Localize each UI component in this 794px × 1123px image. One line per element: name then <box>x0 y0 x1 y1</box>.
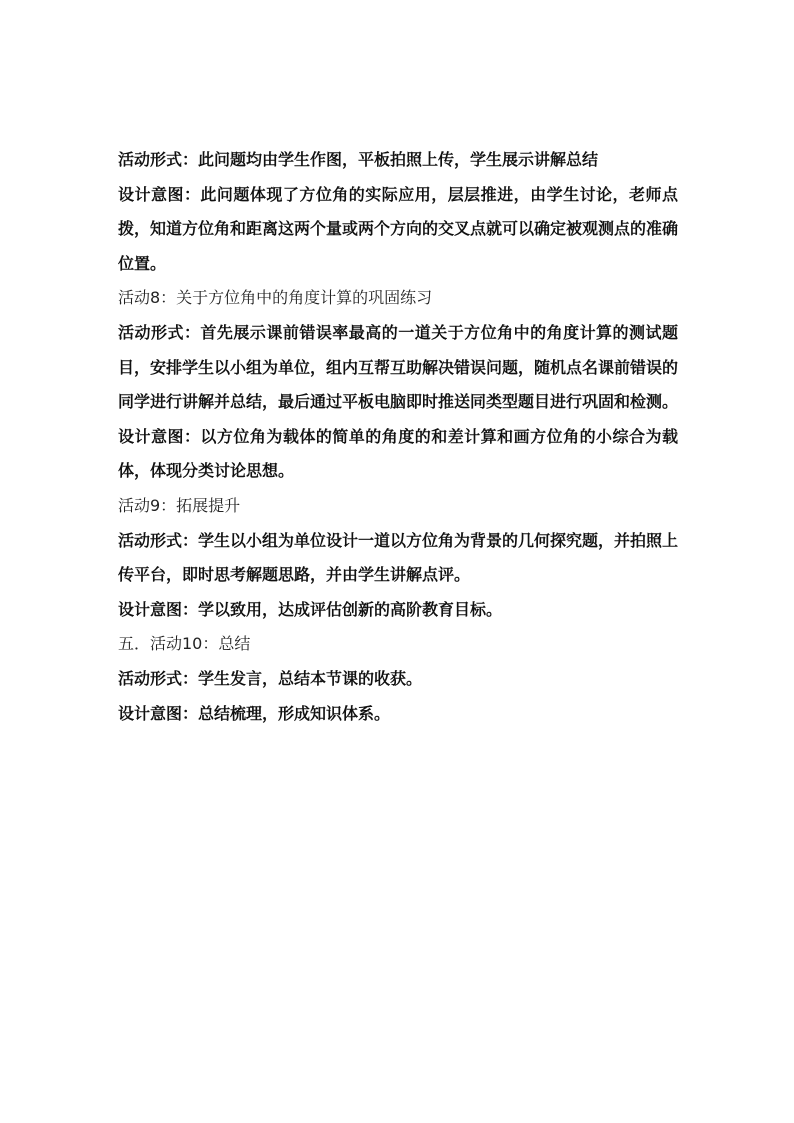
activity-form-paragraph: 活动形式：学生以小组为单位设计一道以方位角为背景的几何探究题，并拍照上传平台，即时思考解题思路，并由学生讲解点评。 <box>118 530 679 585</box>
activity-8-heading: 活动8：关于方位角中的角度计算的巩固练习 <box>118 288 433 308</box>
activity-form-paragraph: 活动形式：首先展示课前错误率最高的一道关于方位角中的角度计算的测试题目，安排学生以小组为单位，组内互帮互助解决错误问题，随机点名课前错误的同学进行讲解并总结，最后通过平板电脑即时推送同类型题目进行巩固和检测。 <box>118 322 679 412</box>
activity-9-heading: 活动9：拓展提升 <box>118 495 241 515</box>
section-5-activity-10-heading: 五．活动10：总结 <box>118 634 251 654</box>
design-intent-paragraph: 设计意图：以方位角为载体的简单的角度的和差计算和画方位角的小综合为载体，体现分类讨论思想。 <box>118 426 678 481</box>
activity-form-paragraph: 活动形式：此问题均由学生作图，平板拍照上传，学生展示讲解总结 <box>118 150 599 169</box>
design-intent-paragraph: 设计意图：此问题体现了方位角的实际应用，层层推进，由学生讨论，老师点拨，知道方位角和距离这两个量或两个方向的交叉点就可以确定被观测点的准确位置。 <box>118 184 679 273</box>
activity-form-paragraph: 活动形式：学生发言，总结本节课的收获。 <box>118 668 423 688</box>
design-intent-paragraph: 设计意图：学以致用，达成评估创新的高阶教育目标。 <box>118 599 503 619</box>
document-body <box>118 143 678 731</box>
design-intent-paragraph: 设计意图：总结梳理，形成知识体系。 <box>118 703 391 723</box>
